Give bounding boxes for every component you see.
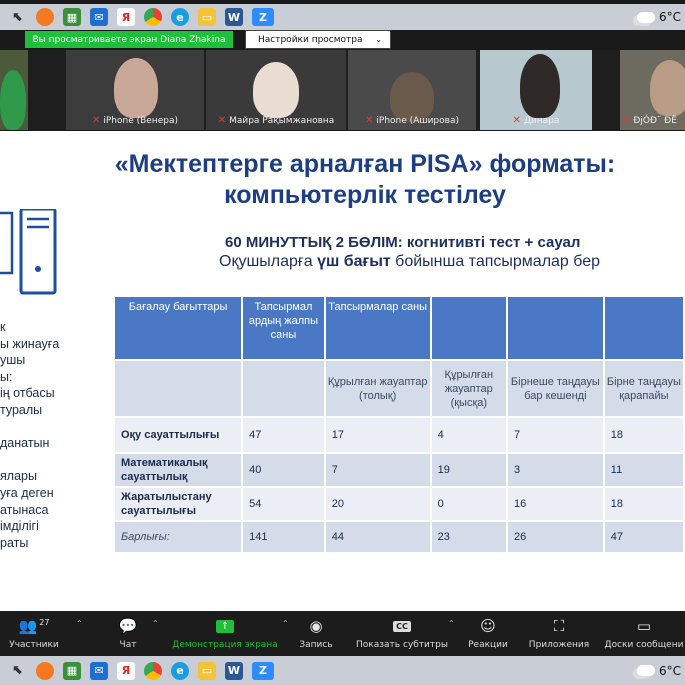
- table-header: [432, 297, 506, 359]
- viewing-screen-label: Вы просматриваете экран Diana Zhakina: [32, 34, 226, 45]
- record-icon: ◉: [309, 617, 323, 635]
- table-cell: 7: [508, 418, 603, 452]
- cursor-icon[interactable]: ⬉: [12, 663, 24, 678]
- temperature: 6°C: [658, 10, 681, 24]
- word-icon[interactable]: W: [225, 662, 243, 680]
- whiteboard-icon: ▭: [636, 617, 652, 635]
- share-screen-icon: ↑: [172, 615, 278, 637]
- table-row: [115, 522, 683, 552]
- mic-muted-icon: ✕: [91, 115, 101, 126]
- cloud-icon: [637, 665, 655, 676]
- table-cell: 11: [605, 454, 683, 486]
- table-subheader: Құрылған жауаптар (толық): [326, 361, 430, 416]
- table-cell: 16: [508, 488, 603, 520]
- table-row: [115, 488, 683, 520]
- view-settings-label: Настройки просмотра: [258, 34, 363, 45]
- slide-subtitle-2: Оқушыларға үш бағыт бойынша тапсырмалар бер: [219, 253, 601, 270]
- reactions-button[interactable]: ☺ Реакции: [466, 615, 510, 650]
- explorer-icon[interactable]: ▭: [198, 8, 216, 26]
- slide-side-text: к ы жинауға ушы ы: ің отбасы туралы данатын ялары уға деген атынаса імділігі раты: [0, 320, 60, 550]
- table-cell: 0: [432, 488, 506, 520]
- participant-video: [520, 54, 560, 118]
- shared-screen-slide: [0, 131, 685, 611]
- table-cell: 4: [432, 418, 506, 452]
- table-subheader: Бірне таңдауы қарапайы: [605, 361, 683, 416]
- table-header: [508, 297, 603, 359]
- table-cell: 7: [326, 454, 430, 486]
- weather-widget[interactable]: [637, 10, 681, 24]
- chrome-icon[interactable]: [144, 8, 162, 26]
- captions-button[interactable]: CC Показать субтитры: [356, 615, 448, 650]
- chevron-up-icon[interactable]: ⌃: [76, 619, 83, 628]
- participant-name: ✕ iPhone (Аширова): [365, 115, 459, 126]
- table-cell: 54: [243, 488, 324, 520]
- word-icon[interactable]: W: [225, 8, 243, 26]
- table-cell: 141: [243, 522, 324, 552]
- zoom-icon[interactable]: Z: [252, 662, 274, 680]
- participant-tile[interactable]: [620, 50, 685, 130]
- yandex-icon[interactable]: Я: [117, 662, 135, 680]
- table-cell: 20: [326, 488, 430, 520]
- participant-tile[interactable]: [206, 50, 346, 130]
- table-header: Тапсырмал ардың жалпы саны: [243, 297, 324, 359]
- chat-button[interactable]: 💬 Чат: [108, 615, 148, 650]
- apps-icon: ⛶: [553, 617, 565, 635]
- chevron-up-icon[interactable]: ⌃: [448, 619, 455, 628]
- windows-taskbar-bottom: [0, 656, 685, 685]
- chevron-up-icon[interactable]: ⌃: [282, 619, 289, 628]
- computer-tower-icon: [0, 209, 60, 299]
- participant-name: ✕ ÐjÓÐ¨ ÐË: [622, 115, 677, 126]
- table-header: Бағалау бағыттары: [115, 297, 241, 359]
- table-cell: 18: [605, 418, 683, 452]
- participant-video: [114, 58, 158, 118]
- row-label: Жаратылыстану сауаттылығы: [115, 488, 241, 520]
- mail-icon[interactable]: ✉: [90, 8, 108, 26]
- firefox-icon[interactable]: [36, 8, 54, 26]
- participant-tile[interactable]: [66, 50, 204, 130]
- chevron-up-icon[interactable]: ⌃: [152, 619, 159, 628]
- share-screen-button[interactable]: ↑ Демонстрация экрана: [172, 615, 278, 650]
- table-cell: 18: [605, 488, 683, 520]
- table-cell: 26: [508, 522, 603, 552]
- record-button[interactable]: ◉ Запись: [296, 615, 336, 650]
- participant-tile[interactable]: [0, 50, 28, 130]
- apps-button[interactable]: ⛶ Приложения: [528, 617, 590, 650]
- chat-icon: 💬: [118, 617, 138, 635]
- participant-tile[interactable]: [348, 50, 476, 130]
- whiteboard-button[interactable]: ▭ Доски сообщени: [604, 617, 684, 650]
- row-label: Оқу сауаттылығы: [115, 418, 241, 452]
- cc-icon: CC: [356, 615, 448, 637]
- cloud-icon: [637, 12, 655, 23]
- participant-name: ✕ iPhone (Венера): [91, 115, 178, 126]
- table-header: [605, 297, 683, 359]
- table-subheader: Бірнеше таңдауы бар кешенді: [508, 361, 603, 416]
- participants-icon: 👥 27: [18, 617, 50, 635]
- cursor-icon[interactable]: ⬉: [12, 9, 24, 25]
- firefox-icon[interactable]: [36, 662, 54, 680]
- row-label: Математикалық сауаттылық: [115, 454, 241, 486]
- table-cell: 44: [326, 522, 430, 552]
- participant-video: [253, 62, 299, 118]
- chrome-icon[interactable]: [144, 662, 162, 680]
- participant-video-strip: [0, 50, 685, 130]
- table-header: Тапсырмалар саны: [326, 297, 430, 359]
- participant-video: [650, 60, 685, 116]
- participant-name: ✕ Динара: [512, 115, 560, 126]
- windows-taskbar-top: [0, 4, 685, 30]
- calculator-icon[interactable]: ▦: [63, 662, 81, 680]
- mic-muted-icon: ✕: [622, 115, 631, 126]
- temperature: 6°C: [658, 663, 681, 678]
- weather-widget[interactable]: [637, 664, 681, 678]
- participant-name: ✕ Майра Рақымжановна: [217, 115, 335, 126]
- slide-title: «Мектептерге арналған PISA» форматы: компьютерлік тестілеу: [114, 150, 616, 209]
- calculator-icon[interactable]: ▦: [63, 8, 81, 26]
- mail-icon[interactable]: ✉: [90, 662, 108, 680]
- table-subheader: [115, 361, 241, 416]
- table-subheader: Құрылған жауаптар (қысқа): [432, 361, 506, 416]
- table-cell: 47: [243, 418, 324, 452]
- table-row: [115, 418, 683, 452]
- mic-muted-icon: ✕: [512, 115, 521, 126]
- row-label: Барлығы:: [115, 522, 241, 552]
- explorer-icon[interactable]: ▭: [198, 662, 216, 680]
- table-subheader: [243, 361, 324, 416]
- participants-button[interactable]: 👥 27 Участники: [6, 615, 62, 650]
- table-cell: 47: [605, 522, 683, 552]
- table-cell: 3: [508, 454, 603, 486]
- pisa-tasks-table: [113, 295, 685, 554]
- zoom-icon[interactable]: Z: [252, 8, 274, 26]
- yandex-icon[interactable]: Я: [117, 8, 135, 26]
- reactions-icon: ☺: [480, 617, 496, 635]
- participant-tile[interactable]: [480, 50, 592, 130]
- edge-icon[interactable]: e: [171, 662, 189, 680]
- mic-muted-icon: ✕: [365, 115, 374, 126]
- participant-video: [0, 70, 26, 130]
- table-cell: 40: [243, 454, 324, 486]
- mic-muted-icon: ✕: [217, 115, 227, 126]
- chevron-down-icon: ⌄: [375, 35, 382, 44]
- meeting-controls-bar: [0, 611, 685, 656]
- table-cell: 19: [432, 454, 506, 486]
- viewing-screen-banner: [25, 31, 233, 48]
- table-row: [115, 454, 683, 486]
- view-settings-button[interactable]: [245, 30, 391, 49]
- table-cell: 23: [432, 522, 506, 552]
- slide-subtitle: 60 МИНУТТЫҚ 2 БӨЛІМ: когнитивті тест + сауал: [225, 234, 581, 251]
- edge-icon[interactable]: e: [171, 8, 189, 26]
- table-cell: 17: [326, 418, 430, 452]
